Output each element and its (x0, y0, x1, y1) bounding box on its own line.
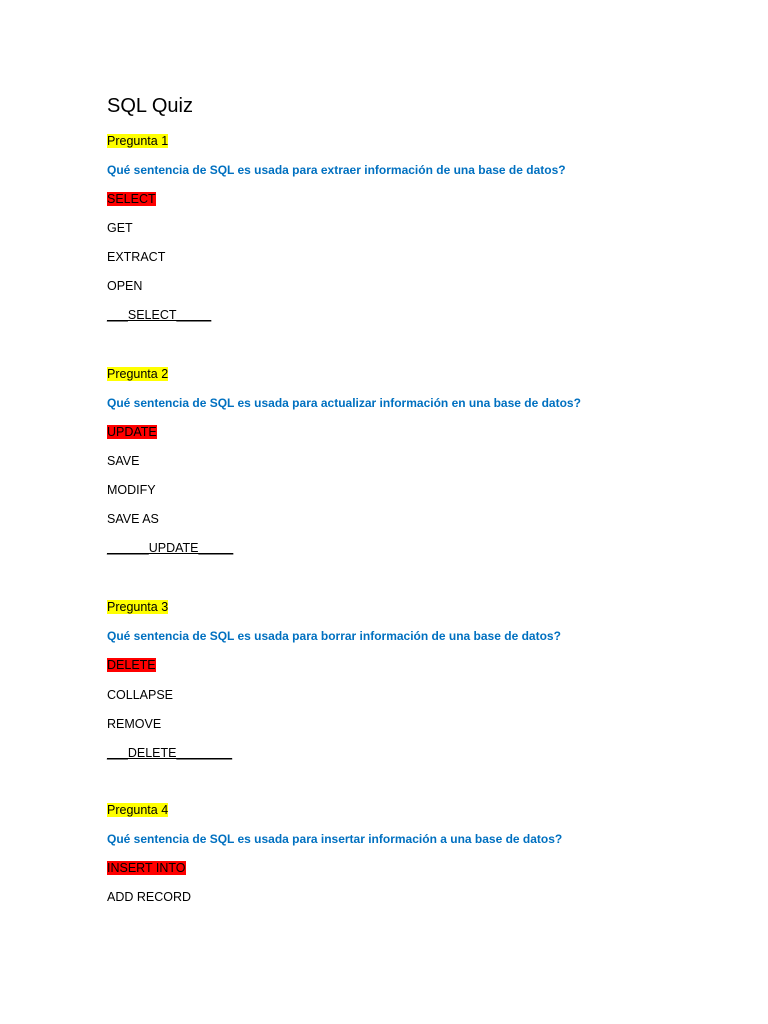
option: ADD RECORD (107, 890, 192, 904)
option: GET (107, 221, 133, 235)
correct-option: SELECT (107, 192, 156, 206)
correct-option: DELETE (107, 658, 156, 672)
question-text: Qué sentencia de SQL es usada para insertar información a una base de datos? (107, 832, 563, 846)
answer-line: ___DELETE________ (107, 746, 233, 760)
answer-line: ______UPDATE_____ (107, 541, 234, 555)
option: COLLAPSE (107, 688, 174, 702)
option: SAVE AS (107, 512, 159, 526)
correct-option: INSERT INTO (107, 861, 186, 875)
option: MODIFY (107, 483, 156, 497)
question-label: Pregunta 3 (107, 600, 169, 614)
page-title: SQL Quiz (107, 95, 193, 117)
question-label: Pregunta 2 (107, 367, 169, 381)
question-text: Qué sentencia de SQL es usada para actualizar información en una base de datos? (107, 396, 581, 410)
correct-option: UPDATE (107, 425, 157, 439)
option: OPEN (107, 279, 143, 293)
option: SAVE (107, 454, 140, 468)
question-text: Qué sentencia de SQL es usada para borrar información de una base de datos? (107, 629, 561, 643)
option: REMOVE (107, 717, 162, 731)
option: EXTRACT (107, 250, 166, 264)
question-label: Pregunta 4 (107, 803, 169, 817)
question-text: Qué sentencia de SQL es usada para extraer información de una base de datos? (107, 163, 566, 177)
question-label: Pregunta 1 (107, 134, 169, 148)
answer-line: ___SELECT_____ (107, 308, 212, 322)
